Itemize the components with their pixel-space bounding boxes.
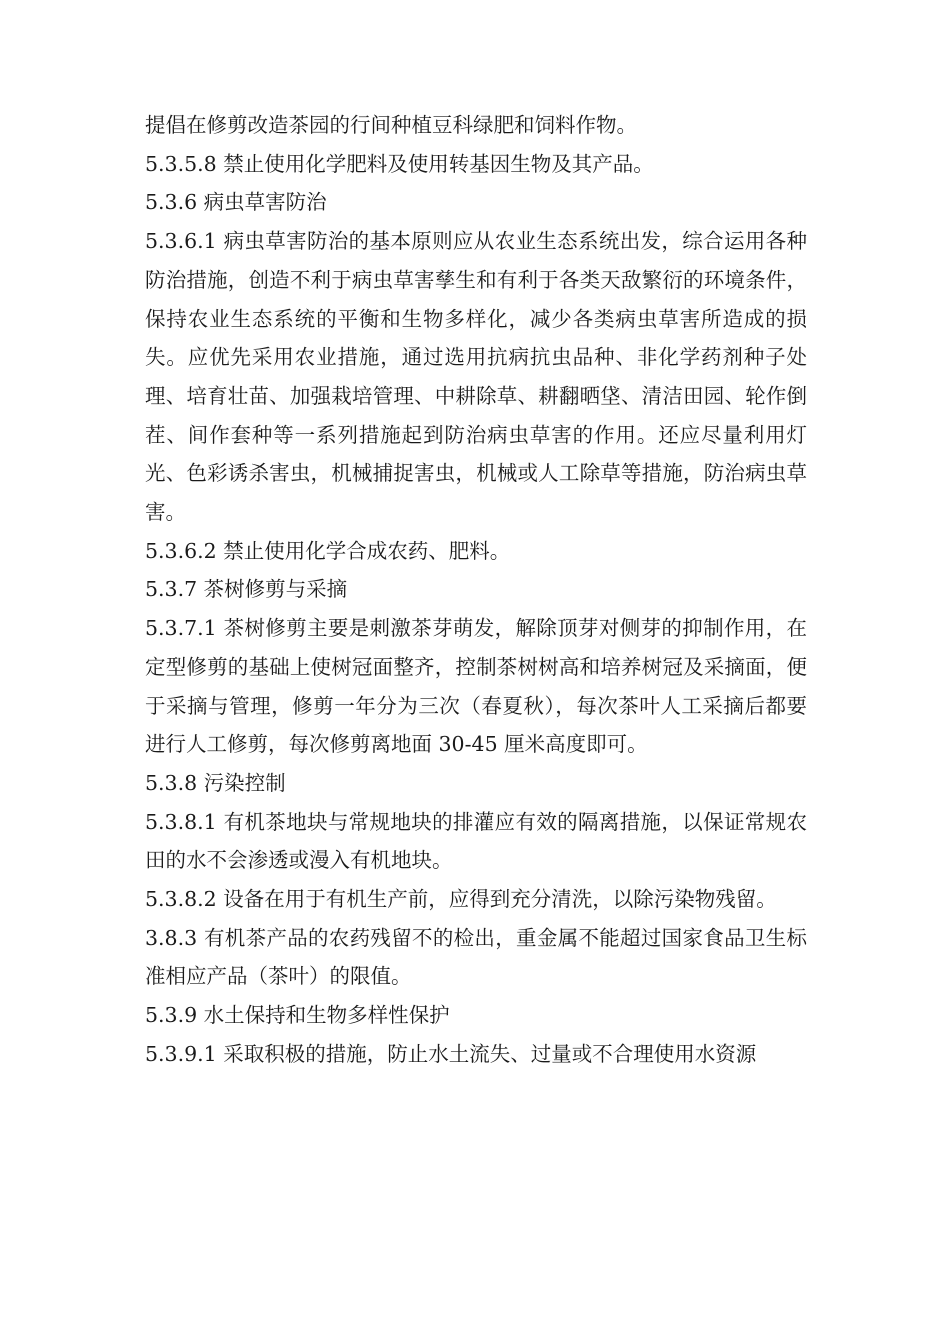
paragraph-2: 5.3.5.8 禁止使用化学肥料及使用转基因生物及其产品。 [145,151,654,176]
paragraph-11: 3.8.3 有机茶产品的农药残留不的检出，重金属不能超过国家食品卫生标准相应产品（茶叶）的限值。 [145,925,807,989]
paragraph-9: 5.3.8.1 有机茶地块与常规地块的排灌应有效的隔离措施，以保证常规农田的水不会渗透或漫入有机地块。 [145,809,807,873]
document-body [145,106,807,1074]
paragraph-13: 5.3.9.1 采取积极的措施，防止水土流失、过量或不合理使用水资源 [145,1041,757,1066]
paragraph-5: 5.3.6.2 禁止使用化学合成农药、肥料。 [145,538,511,563]
paragraph-10: 5.3.8.2 设备在用于有机生产前，应得到充分清洗，以除污染物残留。 [145,887,777,912]
paragraph-7: 5.3.7.1 茶树修剪主要是刺激茶芽萌发，解除顶芽对侧芽的抑制作用，在定型修剪的基础上使树冠面整齐，控制茶树树高和培养树冠及采摘面，便于采摘与管理，修剪一年分为三次（春夏秋），每次茶叶人工采摘后都要进行人工修剪，每次修剪离地面 30-45 厘米高度即可。 [145,616,807,757]
section-heading-5-3-9: 5.3.9 水土保持和生物多样性保护 [145,1003,450,1028]
section-heading-5-3-6: 5.3.6 病虫草害防治 [145,190,327,215]
paragraph-1: 提倡在修剪改造茶园的行间种植豆科绿肥和饲料作物。 [145,113,637,137]
paragraph-4: 5.3.6.1 病虫草害防治的基本原则应从农业生态系统出发，综合运用各种防治措施，创造不利于病虫草害孳生和有利于各类天敌繁衍的环境条件，保持农业生态系统的平衡和生物多样化，减少各类病虫草害所造成的损失。应优先采用农业措施，通过选用抗病抗虫品种、非化学药剂种子处理、培育壮苗、加强栽培管理、中耕除草、耕翻晒垡、清洁田园、轮作倒茬、间作套种等一系列措施起到防治病虫草害的作用。还应尽量利用灯光、色彩诱杀害虫，机械捕捉害虫，机械或人工除草等措施，防治病虫草害。 [145,229,807,525]
section-heading-5-3-7: 5.3.7 茶树修剪与采摘 [145,577,348,602]
section-heading-5-3-8: 5.3.8 污染控制 [145,770,286,795]
